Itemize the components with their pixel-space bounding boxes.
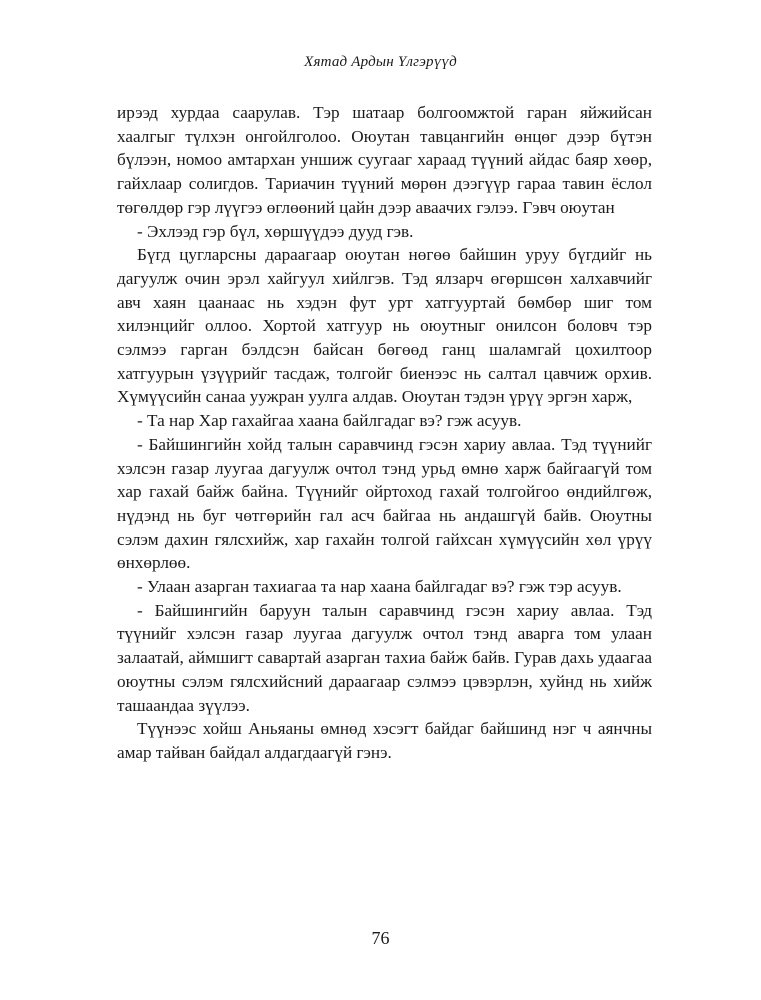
paragraph: ирээд хурдаа саарулав. Тэр шатаар болгоомжтой гаран яйжийсан хаалгыг түлхэн онгойлголоо. Оюутан тавцангийн өнцөг дээр бүтэн бүлээн, номоо амтархан уншиж суугааг хараад түүний айдас баяр хөөр, гайхлаар солигдов. Тариачин түүний мөрөн дээгүүр гараа тавин ёслол төгөлдөр гэр лүүгээ өглөөний цайн дээр аваачих гэлээ. Гэвч оюутан [117,103,652,217]
page-number: 76 [371,928,390,948]
paragraph: - Байшингийн баруун талын саравчинд гэсэн хариу авлаа. Тэд түүнийг хэлсэн газар луугаа дагуулж очтол тэнд аварга том улаан залаатай, аймшигт савартай азарган тахиа байж байв. Гурав дахь удаагаа оюутны сэлэм гялсхийсний дараагаар сэлмээ цэвэрлэн, хуйнд нь хийж ташаандаа зүүлээ. [117,600,652,715]
paragraph: - Эхлээд гэр бүл, хөршүүдээ дууд гэв. [137,221,414,241]
paragraph: - Улаан азарган тахиагаа та нар хаана байлгадаг вэ? гэж тэр асуув. [137,577,622,597]
paragraph: - Та нар Хар гахайгаа хаана байлгадаг вэ? гэж асуув. [137,411,522,431]
paragraph: Түүнээс хойш Аньяаны өмнөд хэсэгт байдаг байшинд нэг ч аянчны амар тайван байдал алдагдаагүй гэнэ. [117,719,652,762]
paragraph: Бүгд цугларсны дараагаар оюутан нөгөө байшин уруу бүгдийг нь дагуулж очин эрэл хайгуул хийлгэв. Тэд ялзарч өгөршсөн халхавчийг авч хаян цаанаас нь хэдэн фут урт хатгууртай бөмбөр шиг том хилэнцийг оллоо. Хортой хатгуур нь оюутныг онилсон боловч тэр сэлмээ гарган бэлдсэн байсан бөгөөд ганц шаламгай цохилтоор хатгуурын үзүүрийг тасдаж, толгойг биенээс нь салтал цавчиж орхив. Хүмүүсийн санаа уужран уулга алдав. Оюутан тэдэн үрүү эргэн харж, [117,245,652,407]
body-text [117,101,652,765]
running-header: Хятад Ардын Үлгэрүүд [304,54,457,70]
paragraph: - Байшингийн хойд талын саравчинд гэсэн хариу авлаа. Тэд түүнийг хэлсэн газар луугаа дагуулж очтол тэнд урьд өмнө харж байгаагүй том хар гахай байж байна. Түүнийг ойртоход гахай толгойгоо өндийлгөж, нүдэнд нь буг чөтгөрийн гал асч байгаа нь андашгүй байв. Оюутны сэлэм дахин гялсхийж, хар гахайн толгой гайхсан хүмүүсийн хөл үрүү өнхөрлөө. [117,434,652,573]
